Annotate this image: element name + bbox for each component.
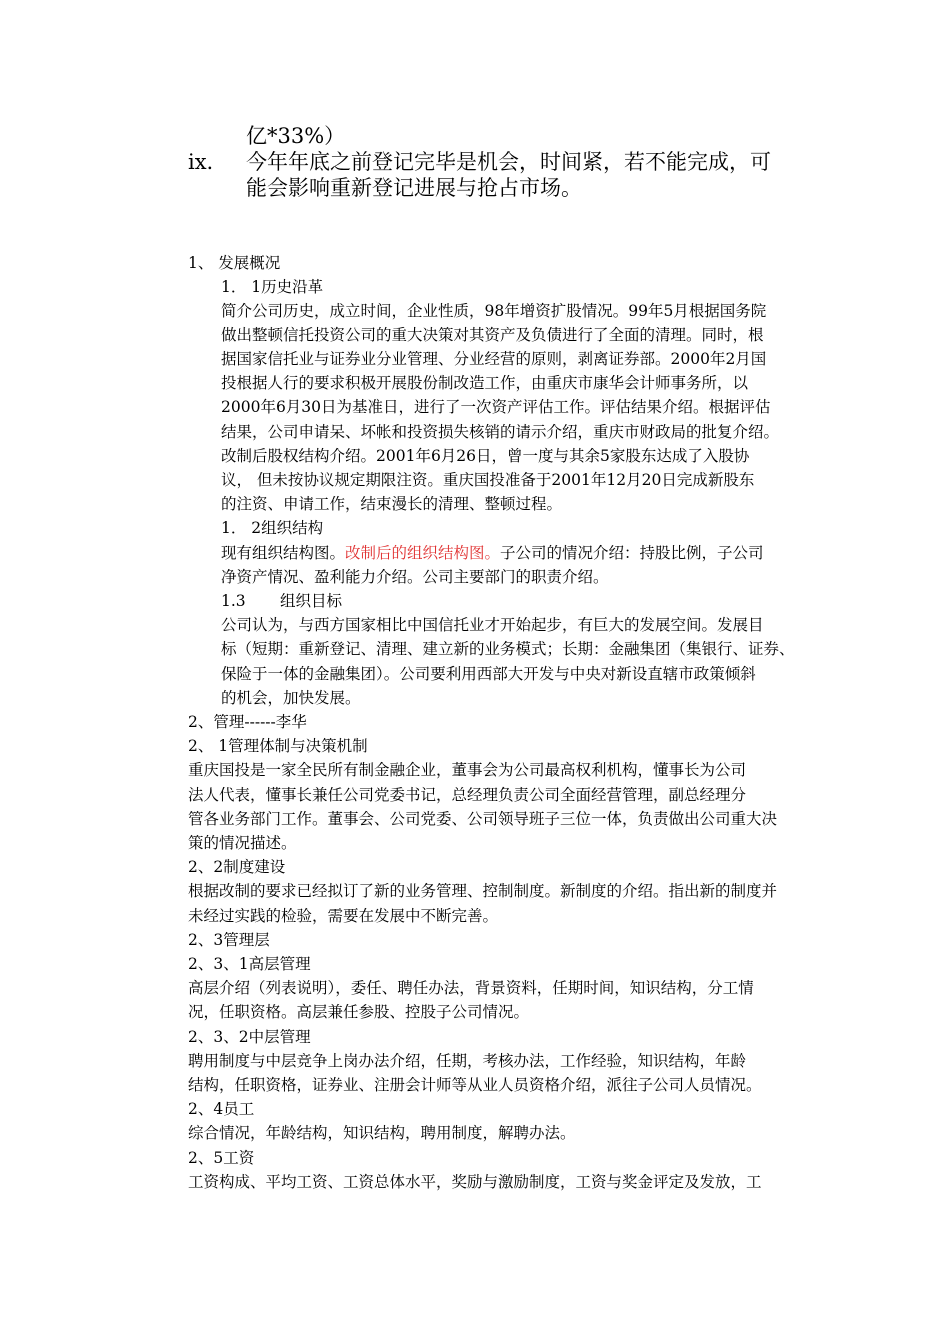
para-1-1-line: 2000年6月30日为基准日，进行了一次资产评估工作。评估结果介绍。根据评估 <box>221 398 771 416</box>
para-1-1-line: 做出整顿信托投资公司的重大决策对其资产及负债进行了全面的清理。同时，根 <box>221 326 764 344</box>
para-2-1-line: 法人代表，懂事长兼任公司党委书记，总经理负责公司全面经营管理，副总经理分 <box>188 786 747 804</box>
heading-2-1: 2、 1管理体制与决策机制 <box>188 737 368 755</box>
subsidiary-intro: 子公司的情况介绍：持股比例，子公司 <box>500 544 764 562</box>
para-2-1-line: 策的情况描述。 <box>188 834 297 852</box>
heading-2-2: 2、2制度建设 <box>188 858 286 876</box>
para-2-1-line: 重庆国投是一家全民所有制金融企业，董事会为公司最高权利机构，懂事长为公司 <box>188 761 747 779</box>
para-2-3-1-line: 高层介绍（列表说明），委任、聘任办法，背景资料，任期时间，知识结构，分工情 <box>188 979 754 997</box>
para-1-3-line: 的机会，加快发展。 <box>221 689 361 707</box>
heading-1-3-number: 1.3 <box>221 592 246 610</box>
para-1-1-line: 投根据人行的要求积极开展股份制改造工作，由重庆市康华会计师事务所，以 <box>221 374 749 392</box>
para-1-1-line: 结果，公司申请呆、坏帐和投资损失核销的请示介绍，重庆市财政局的批复介绍。 <box>221 423 780 441</box>
para-1-1-line: 的注资、申请工作，结束漫长的清理、整顿过程。 <box>221 495 563 513</box>
section-1-title: 1、 发展概况 <box>188 254 281 272</box>
para-2-3-1-line: 况，任职资格。高层兼任参股、控股子公司情况。 <box>188 1003 530 1021</box>
para-1-1-line: 议， 但未按协议规定期限注资。重庆国投准备于2001年12月20日完成新股东 <box>221 471 755 489</box>
heading-2-3-2: 2、3、2中层管理 <box>188 1028 311 1046</box>
para-1-1-line: 简介公司历史，成立时间，企业性质，98年增资扩股情况。99年5月根据国务院 <box>221 302 767 320</box>
heading-2-3: 2、3管理层 <box>188 931 270 949</box>
para-1-1-line: 据国家信托业与证券业分业管理、分业经营的原则，剥离证券部。2000年2月国 <box>221 350 767 368</box>
heading-2-3-1: 2、3、1高层管理 <box>188 955 311 973</box>
para-2-2-line: 未经过实践的检验，需要在发展中不断完善。 <box>188 907 499 925</box>
para-2-3-2-line: 聘用制度与中层竞争上岗办法介绍，任期，考核办法，工作经验，知识结构，年龄 <box>188 1052 747 1070</box>
para-2-4: 综合情况，年龄结构，知识结构，聘用制度，解聘办法。 <box>188 1124 576 1142</box>
heading-1-3-title: 组织目标 <box>280 592 343 610</box>
heading-2-5: 2、5工资 <box>188 1149 255 1167</box>
section-2-title: 2、管理------李华 <box>188 713 307 731</box>
para-1-1-line: 改制后股权结构介绍。2001年6月26日，曾一度与其余5家股东达成了入股协 <box>221 447 750 465</box>
ix-line-2: 能会影响重新登记进展与抢占市场。 <box>246 176 582 200</box>
para-2-1-line: 管各业务部门工作。董事会、公司党委、公司领导班子三位一体，负责做出公司重大决 <box>188 810 778 828</box>
ix-line-1: 今年年底之前登记完毕是机会，时间紧，若不能完成，可 <box>246 150 771 174</box>
org-chart-current: 现有组织结构图。 <box>221 544 346 562</box>
para-1-3-line: 公司认为，与西方国家相比中国信托业才开始起步，有巨大的发展空间。发展目 <box>221 616 764 634</box>
org-chart-after-reform: 改制后的组织结构图。 <box>345 544 501 562</box>
heading-1-2: 1． 2组织结构 <box>221 519 324 537</box>
para-1-3-line: 标（短期：重新登记、清理、建立新的业务模式；长期：金融集团（集银行、证券、 <box>221 640 795 658</box>
list-marker-ix: ix. <box>188 150 214 174</box>
heading-1-1: 1． 1历史沿革 <box>221 278 324 296</box>
para-2-3-2-line: 结构，任职资格，证券业、注册会计师等从业人员资格介绍，派往子公司人员情况。 <box>188 1076 762 1094</box>
continuation-line: 亿*33%） <box>246 124 346 148</box>
para-1-2-line-1 <box>221 541 764 565</box>
heading-2-4: 2、4员工 <box>188 1100 255 1118</box>
para-1-2-line-2: 净资产情况、盈利能力介绍。公司主要部门的职责介绍。 <box>221 568 609 586</box>
para-2-2-line: 根据改制的要求已经拟订了新的业务管理、控制制度。新制度的介绍。指出新的制度并 <box>188 882 778 900</box>
para-1-3-line: 保险于一体的金融集团）。公司要利用西部大开发与中央对新设直辖市政策倾斜 <box>221 665 756 683</box>
para-2-5: 工资构成、平均工资、工资总体水平，奖励与激励制度，工资与奖金评定及发放，工 <box>188 1173 762 1191</box>
